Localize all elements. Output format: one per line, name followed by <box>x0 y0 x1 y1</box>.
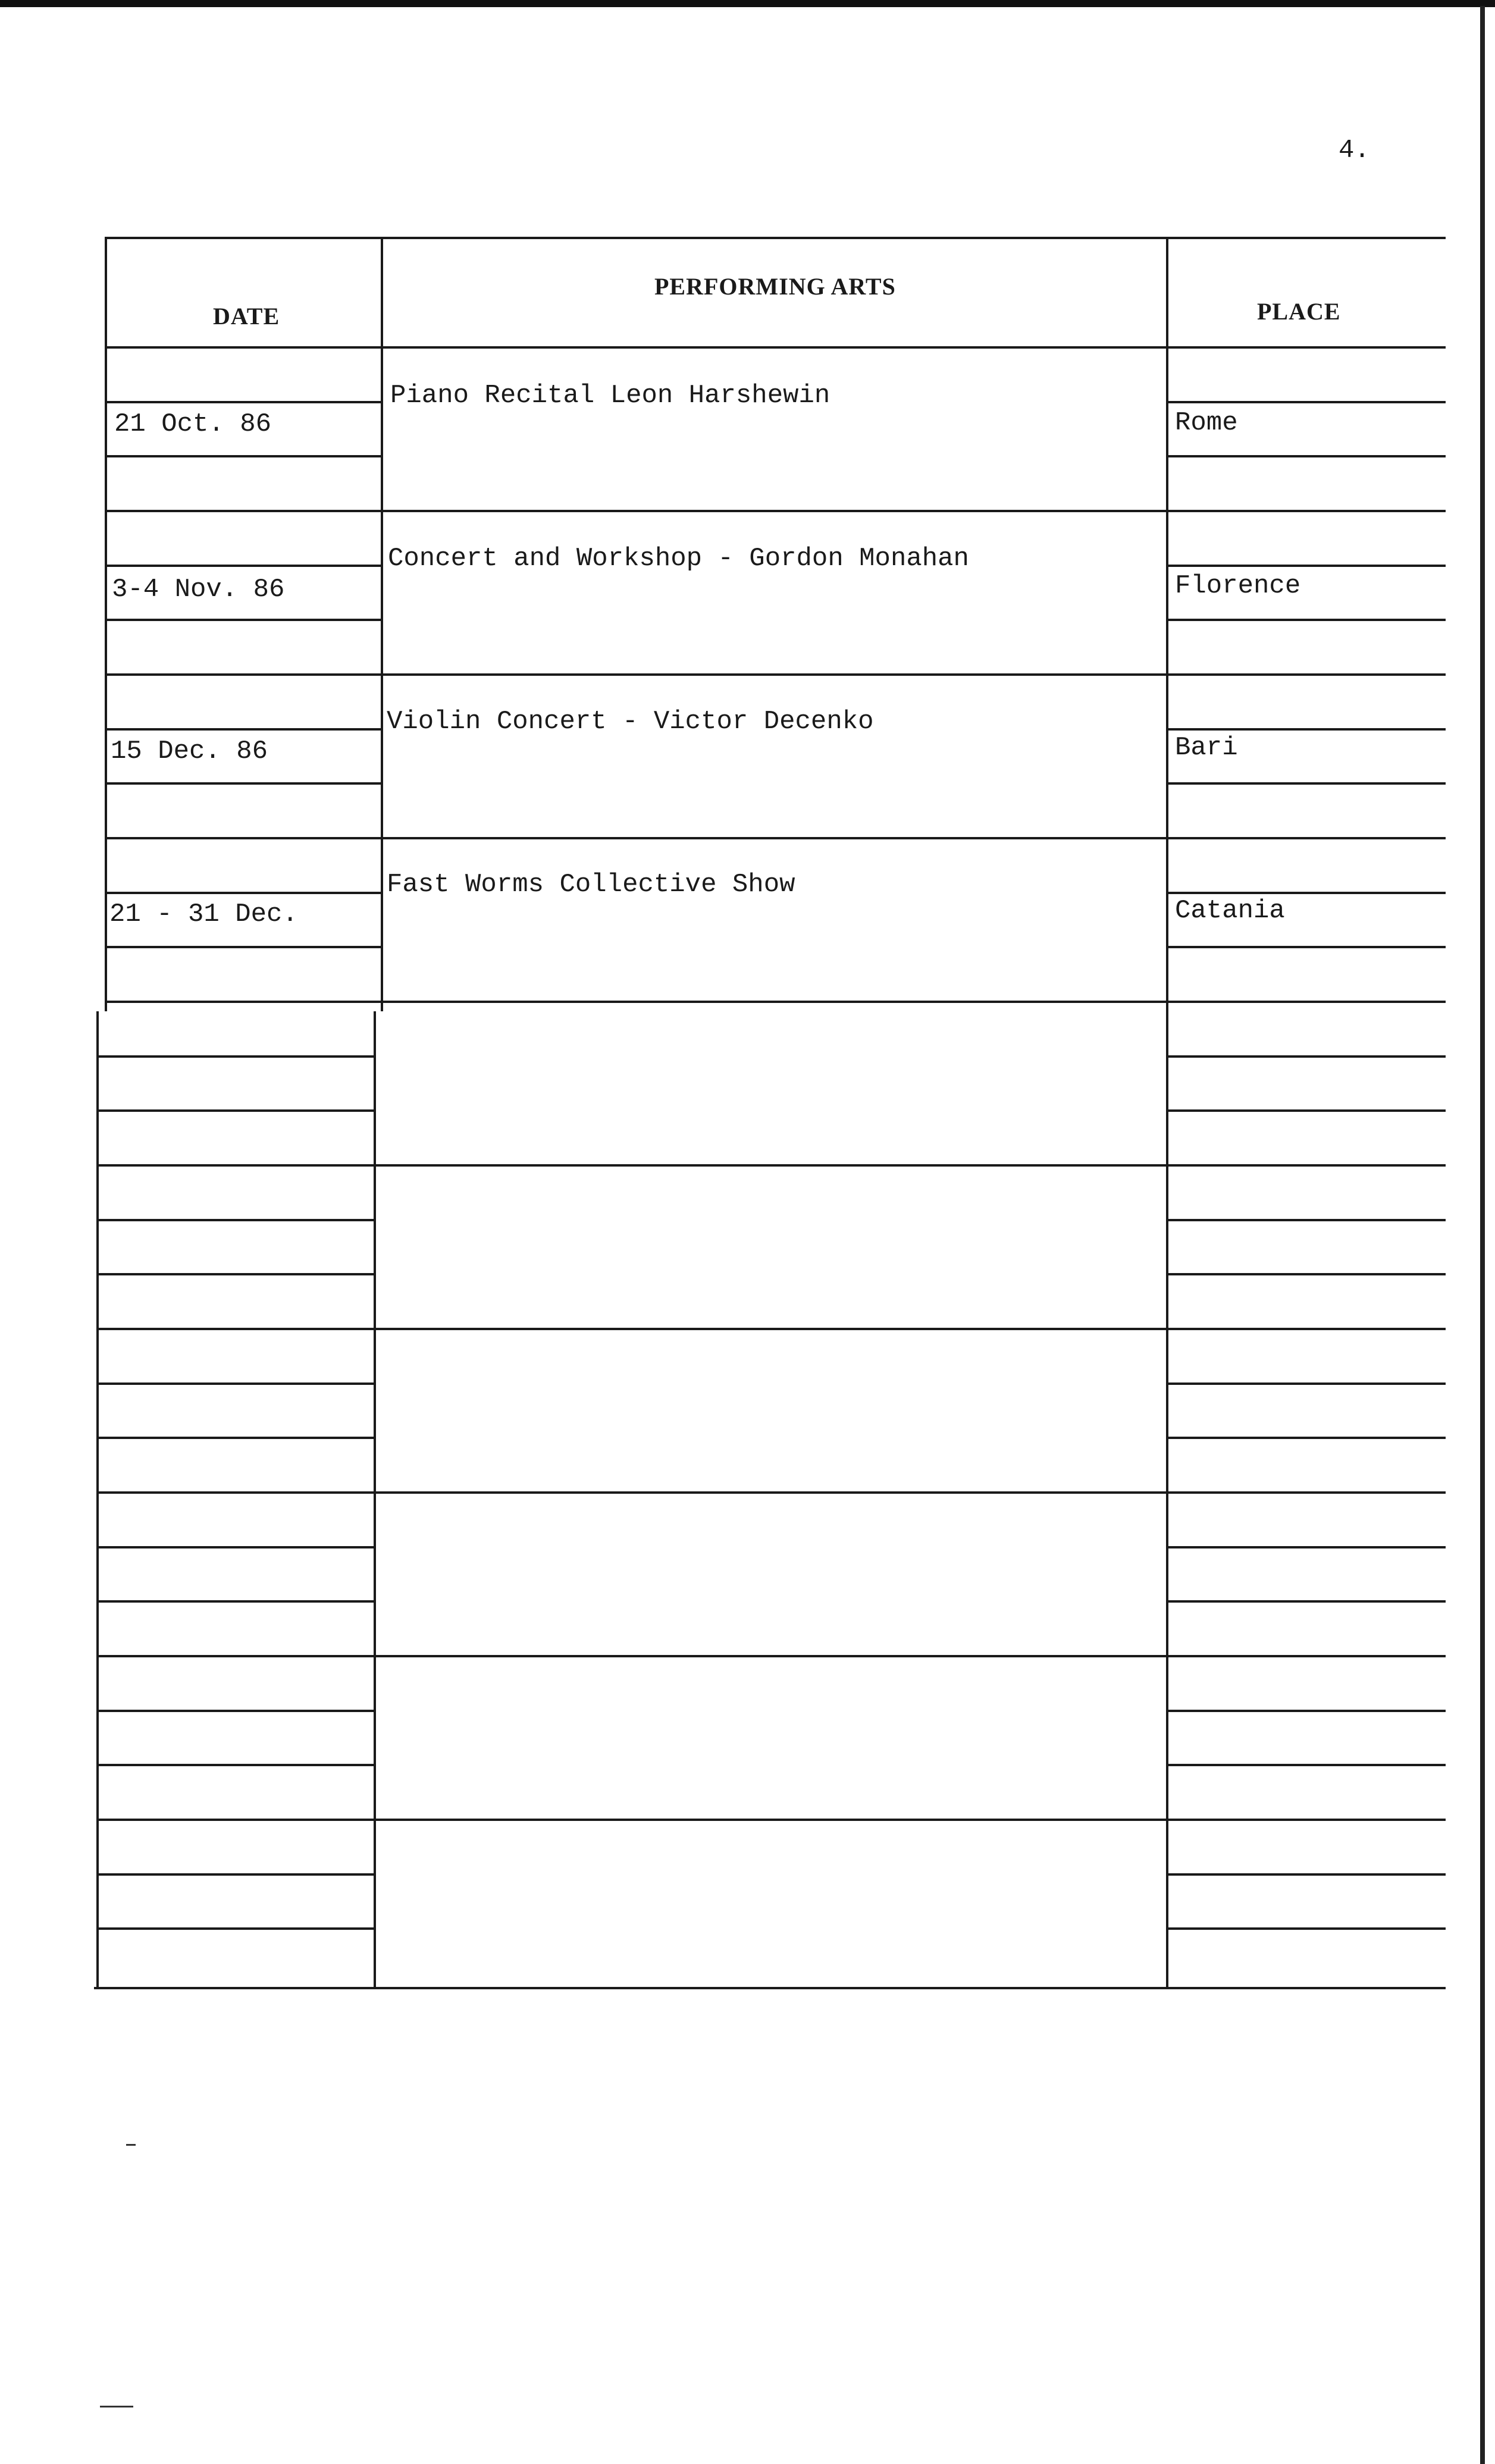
row-2-place: Florence <box>1175 571 1301 601</box>
place-subrow-line <box>1166 1927 1446 1930</box>
row-divider <box>105 510 1446 512</box>
stray-mark <box>100 2406 133 2407</box>
stray-mark <box>126 2144 136 2146</box>
date-subrow-line <box>105 782 381 785</box>
date-subrow-line <box>96 1055 374 1058</box>
date-col-right-border <box>374 1011 376 1987</box>
row-2-event: Concert and Workshop - Gordon Monahan <box>388 544 969 573</box>
page-number: 4. <box>1339 136 1370 165</box>
place-subrow-line <box>1166 1764 1446 1766</box>
place-col-left-border <box>1166 237 1168 1987</box>
place-subrow-line <box>1166 1273 1446 1275</box>
row-3-date: 15 Dec. 86 <box>111 736 268 766</box>
date-subrow-line <box>96 1764 374 1766</box>
place-subrow-line <box>1166 946 1446 948</box>
row-divider <box>96 1491 1446 1494</box>
place-subrow-line <box>1166 1600 1446 1603</box>
place-subrow-line <box>1166 1437 1446 1439</box>
page-edge <box>1480 6 1485 2464</box>
row-1-place: Rome <box>1175 408 1238 438</box>
row-4-date: 21 - 31 Dec. <box>109 899 298 929</box>
date-col-left-border <box>96 1011 99 1987</box>
row-1-event: Piano Recital Leon Harshewin <box>390 381 830 410</box>
place-subrow-line <box>1166 1710 1446 1712</box>
date-subrow-line <box>105 619 381 621</box>
date-col-right-border <box>381 237 383 1011</box>
row-divider <box>105 1001 1446 1003</box>
place-subrow-line <box>1166 401 1446 403</box>
row-4-event: Fast Worms Collective Show <box>387 870 795 899</box>
date-subrow-line <box>105 892 381 894</box>
row-4-place: Catania <box>1175 896 1285 926</box>
place-subrow-line <box>1166 1109 1446 1112</box>
date-subrow-line <box>96 1383 374 1385</box>
table-bottom-border <box>94 1987 1446 1989</box>
row-divider <box>96 1655 1446 1657</box>
date-subrow-line <box>96 1109 374 1112</box>
row-divider <box>105 673 1446 676</box>
row-divider <box>105 837 1446 839</box>
date-subrow-line <box>96 1927 374 1930</box>
date-subrow-line <box>105 401 381 403</box>
header-performing-arts: PERFORMING ARTS <box>654 273 896 300</box>
place-subrow-line <box>1166 1546 1446 1548</box>
row-divider <box>96 1164 1446 1167</box>
place-subrow-line <box>1166 892 1446 894</box>
date-subrow-line <box>96 1600 374 1603</box>
row-3-place: Bari <box>1175 733 1238 763</box>
date-subrow-line <box>96 1546 374 1548</box>
row-2-date: 3-4 Nov. 86 <box>112 575 285 604</box>
place-subrow-line <box>1166 1383 1446 1385</box>
row-1-date: 21 Oct. 86 <box>114 409 272 439</box>
date-subrow-line <box>105 946 381 948</box>
place-subrow-line <box>1166 565 1446 567</box>
top-border <box>0 0 1495 7</box>
date-subrow-line <box>96 1437 374 1439</box>
row-divider <box>96 1819 1446 1821</box>
place-subrow-line <box>1166 1055 1446 1058</box>
place-subrow-line <box>1166 728 1446 731</box>
row-divider <box>96 1328 1446 1330</box>
date-subrow-line <box>96 1273 374 1275</box>
date-subrow-line <box>96 1219 374 1221</box>
header-place: PLACE <box>1257 298 1341 325</box>
place-subrow-line <box>1166 1219 1446 1221</box>
header-bottom-border <box>105 346 1446 349</box>
place-subrow-line <box>1166 782 1446 785</box>
table-top-border <box>105 237 1446 239</box>
header-date: DATE <box>213 303 280 330</box>
date-subrow-line <box>105 455 381 457</box>
date-col-left-border <box>105 237 107 1011</box>
date-subrow-line <box>96 1873 374 1876</box>
row-3-event: Violin Concert - Victor Decenko <box>387 707 874 736</box>
place-subrow-line <box>1166 455 1446 457</box>
place-subrow-line <box>1166 1873 1446 1876</box>
date-subrow-line <box>105 565 381 567</box>
date-subrow-line <box>105 728 381 731</box>
place-subrow-line <box>1166 619 1446 621</box>
date-subrow-line <box>96 1710 374 1712</box>
